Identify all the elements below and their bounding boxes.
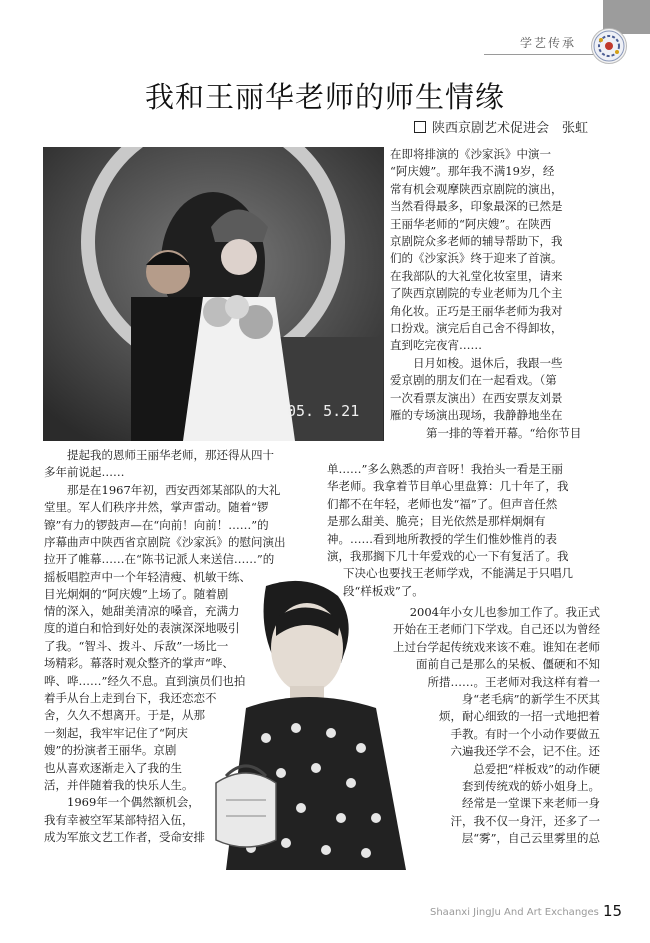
magazine-name: Shaanxi JingJu And Art Exchanges — [430, 907, 599, 918]
paragraph-line: 镲”有力的锣鼓声—在“向前！向前！……”的 — [44, 517, 269, 532]
paragraph-line: 所措……。王老师对我这样有着一 — [427, 674, 600, 689]
paragraph-line: 一刻起，我牢牢记住了“阿庆 — [44, 725, 188, 740]
paragraph-line: 下决心也要找王老师学戏，不能满足于只唱几 — [343, 566, 573, 581]
text-left-mid — [44, 447, 300, 604]
paragraph-line: 身“老毛病”的新学生不厌其 — [461, 692, 600, 707]
text-right-top — [390, 146, 598, 442]
article-title: 我和王丽华老师的师生情缘 — [144, 80, 505, 114]
paragraph-line: 直到吃完夜宵…… — [390, 338, 482, 353]
paragraph-line: “阿庆嫂”。那年我不满19岁，经 — [390, 164, 555, 179]
paragraph-line: 华老师。我拿着节目单心里盘算：几十年了，我 — [327, 479, 569, 494]
paragraph-line: 段“样板戏”了。 — [343, 583, 424, 598]
paragraph-line: 汗，我不仅一身汗，还多了一 — [450, 813, 600, 828]
paragraph-line: 套到传统戏的娇小姐身上。 — [462, 779, 600, 794]
photo-teacher-student — [43, 147, 384, 441]
paragraph-line: 堂里。军人们秩序井然，掌声雷动。随着“锣 — [44, 500, 269, 515]
paragraph-line: 度的道白和恰到好处的表演深深地吸引 — [44, 621, 240, 636]
paragraph-line: 们的《沙家浜》终于迎来了首演。 — [390, 251, 563, 266]
paragraph-line: 总爱把“样板戏”的动作硬 — [473, 761, 600, 776]
text-right-bottom — [360, 604, 600, 848]
paragraph-line: 成为军旅文艺工作者，受命安排 — [44, 830, 205, 845]
paragraph-line: 摇板唱腔声中一个年轻清瘦、机敏干练、 — [44, 569, 251, 584]
paragraph-line: 口扮戏。演完后自己舍不得卸妆， — [390, 321, 563, 336]
paragraph-line: 王丽华老师的“阿庆嫂”。在陕西 — [390, 216, 552, 231]
paragraph-line: 上过台学起传统戏来该不难。谁知在老师 — [393, 639, 600, 654]
paragraph-line: 那是在1967年初，西安西郊某部队的大礼 — [44, 482, 281, 497]
paragraph-line: 烦，耐心细致的一招一式地把着 — [439, 709, 600, 724]
paragraph-line: 京剧院众多老师的辅导帮助下，我 — [390, 234, 563, 249]
paragraph-line: 2004年小女儿也参加工作了。我正式 — [386, 605, 600, 619]
paragraph-line: 层“雾”，自己云里雾里的总 — [461, 831, 600, 846]
emblem-icon — [591, 28, 627, 64]
paragraph-line: 六遍我还学不会，记不住。还 — [450, 744, 600, 759]
paragraph-line: 序幕曲声中陕西省京剧院《沙家浜》的慰问演出 — [44, 535, 286, 550]
paragraph-line: 我有幸被空军某部特招入伍， — [44, 812, 194, 827]
paragraph-line: 演，我那搁下几十年爱戏的心一下有复活了。我 — [327, 549, 569, 564]
paragraph-line: 目光炯炯的“阿庆嫂”上场了。随着剧 — [44, 587, 229, 602]
paragraph-line: 手教。有时一个小动作要做五 — [450, 726, 600, 741]
paragraph-line: 着手从台上走到台下，我还恋恋不 — [44, 691, 217, 706]
paragraph-line: 雁的专场演出现场，我静静地坐在 — [390, 408, 563, 423]
paragraph-line: 角化妆。正巧是王丽华老师为我对 — [390, 303, 563, 318]
paragraph-line: 情的深入，她甜美清凉的嗓音，充满力 — [44, 604, 240, 618]
paragraph-line: 活，并伴随着我的快乐人生。 — [44, 778, 194, 793]
paragraph-line: 拉开了帷幕……在“陈书记派人来送信……”的 — [44, 552, 275, 567]
paragraph-line: 了陕西京剧院的专业老师为几个主 — [390, 286, 563, 301]
paragraph-line: 在即将排演的《沙家浜》中演一 — [390, 147, 551, 161]
paragraph-line: 1969年一个偶然额机会， — [44, 795, 200, 810]
paragraph-line: 开始在王老师门下学戏。自己还以为曾经 — [393, 622, 600, 637]
paragraph-line: 提起我的恩师王丽华老师，那还得从四十 — [44, 448, 274, 462]
paragraph-line: 当然看得最多，印象最深的已然是 — [390, 199, 563, 214]
paragraph-line: 面前自己是那么的呆板、僵硬和不知 — [416, 657, 600, 672]
paragraph-line: 神。……看到地所教授的学生们惟妙惟肖的表 — [327, 531, 557, 546]
paragraph-line: 场精彩。幕落时观众整齐的掌声“哗、 — [44, 656, 234, 671]
paragraph-line: 爱京剧的朋友们在一起看戏。（第 — [390, 373, 557, 388]
byline-text: 陕西京剧艺术促进会 张虹 — [431, 121, 588, 136]
paragraph-line: 嫂”的扮演者王丽华。京剧 — [44, 743, 177, 758]
paragraph-line: 了我。“智斗、拨斗、斥敌”一场比一 — [44, 638, 229, 653]
photo-date-stamp: 05. 5.21 — [287, 402, 360, 420]
paragraph-line: 常有机会观摩陕西京剧院的演出， — [390, 181, 563, 196]
page-number: 15 — [603, 902, 623, 920]
paragraph-line: 是那么甜美、脆亮；目光依然是那样炯炯有 — [327, 514, 546, 529]
byline — [414, 117, 588, 136]
paragraph-line: 一次看票友演出）在西安票友刘景 — [390, 390, 563, 405]
paragraph-line: 们都不在年轻，老师也发“福”了。但声音任然 — [327, 496, 558, 511]
paragraph-line: 哗、哗……”经久不息。直到演员们也拍 — [44, 673, 246, 688]
paragraph-line: 在我部队的大礼堂化妆室里，请来 — [390, 268, 563, 283]
paragraph-line: 单……”多么熟悉的声音呀！我抬头一看是王丽 — [327, 462, 563, 476]
square-bullet-icon — [414, 121, 426, 133]
paragraph-line: 经常是一堂课下来老师一身 — [462, 796, 600, 811]
paragraph-line: 舍，久久不想离开。于是，从那 — [44, 708, 205, 723]
paragraph-line: 日月如梭。退休后，我跟一些 — [390, 355, 563, 370]
text-left-bottom — [44, 603, 274, 847]
paragraph-line: 多年前说起…… — [44, 465, 125, 480]
paragraph-line: 第一排的等着开幕。“给你节目 — [426, 425, 582, 440]
text-right-mid — [327, 461, 599, 600]
section-label: 学艺传承 — [520, 36, 577, 50]
paragraph-line: 也从喜欢逐渐走入了我的生 — [44, 760, 182, 775]
